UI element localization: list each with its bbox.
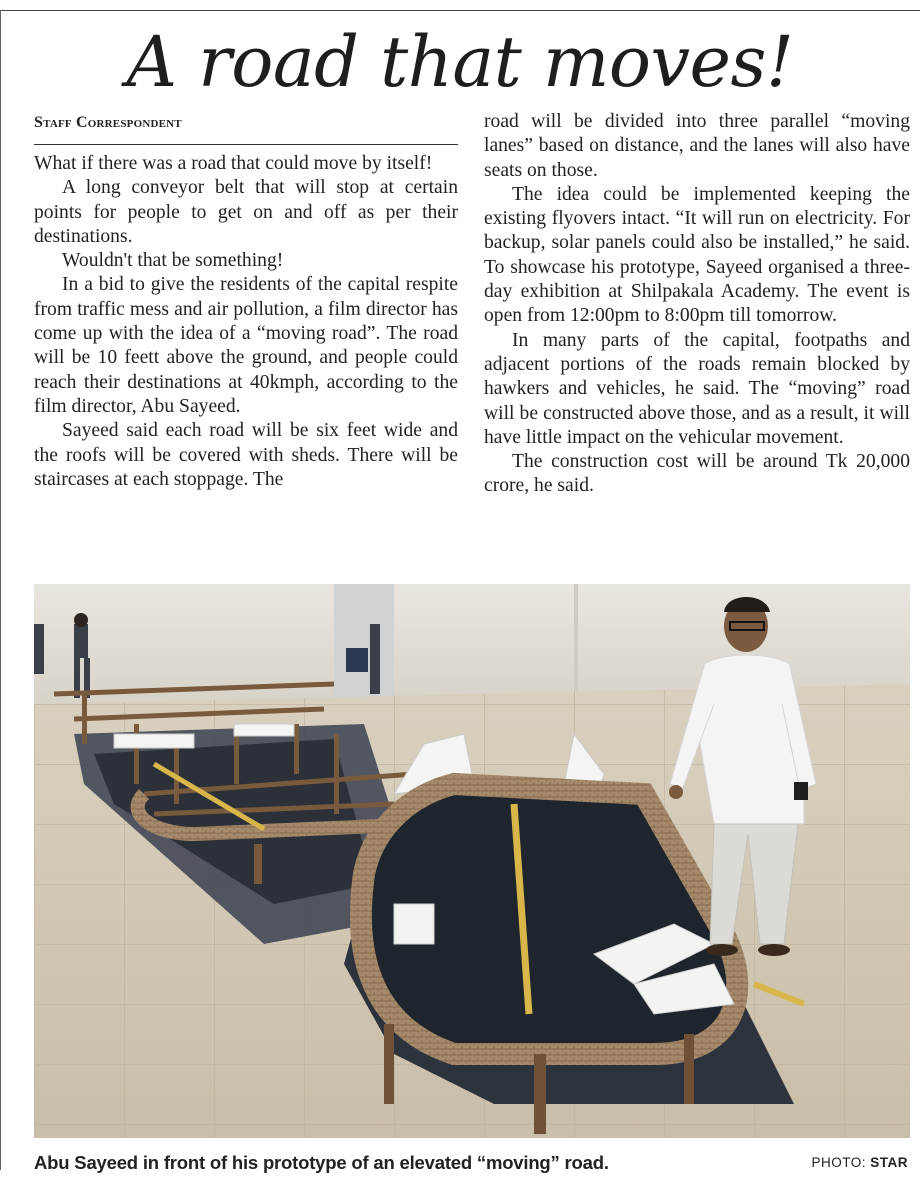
left-column-rule (0, 10, 1, 1170)
paragraph: Sayeed said each road will be six feet wide and the roofs will be covered with sheds. There will be staircases at each stoppage. The (34, 420, 458, 490)
byline-rule (34, 144, 458, 145)
headline: A road that moves! (126, 21, 794, 103)
photo-credit-label: PHOTO: (811, 1155, 866, 1170)
photo-credit-source: STAR (870, 1155, 908, 1170)
paragraph: What if there was a road that could move by itself! (34, 153, 433, 174)
photo-caption: Abu Sayeed in front of his prototype of an elevated “moving” road. (34, 1152, 609, 1173)
paragraph: Wouldn't that be something! (62, 250, 284, 272)
paragraph: The idea could be implemented keeping the existing flyovers intact. “It will run on electricity. For backup, solar panels could also be installed,” he said. To showcase his prototype, Sayeed organised a three-day exhibition at Shilpakala Academy. The event is open from 12:00pm to 8:00pm till tomorrow. (484, 183, 910, 327)
article-column-1 (34, 152, 458, 492)
byline: Staff Correspondent (34, 114, 182, 131)
paragraph: A long conveyor belt that will stop at certain points for people to get on and off as per their destinations. (34, 177, 458, 247)
paragraph: In a bid to give the residents of the capital respite from traffic mess and air pollution, a film director has come up with the idea of a “moving road”. The road will be 10 feett above the ground, and people could reach their destinations at 40kmph, according to the film director, Abu Sayeed. (34, 274, 458, 417)
top-rule (0, 10, 920, 11)
article-column-2 (484, 110, 910, 499)
paragraph: road will be divided into three parallel “moving lanes” based on distance, and the lanes will also have seats on those. (484, 111, 910, 181)
paragraph: In many parts of the capital, footpaths and adjacent portions of the roads remain blocked by hawkers and vehicles, he said. The “moving” road will be constructed above those, and as a result, it will have little impact on the vehicular movement. (484, 329, 910, 448)
prototype-photo (34, 584, 910, 1138)
paragraph: The construction cost will be around Tk 20,000 crore, he said. (484, 451, 910, 497)
photo-credit (811, 1155, 908, 1170)
